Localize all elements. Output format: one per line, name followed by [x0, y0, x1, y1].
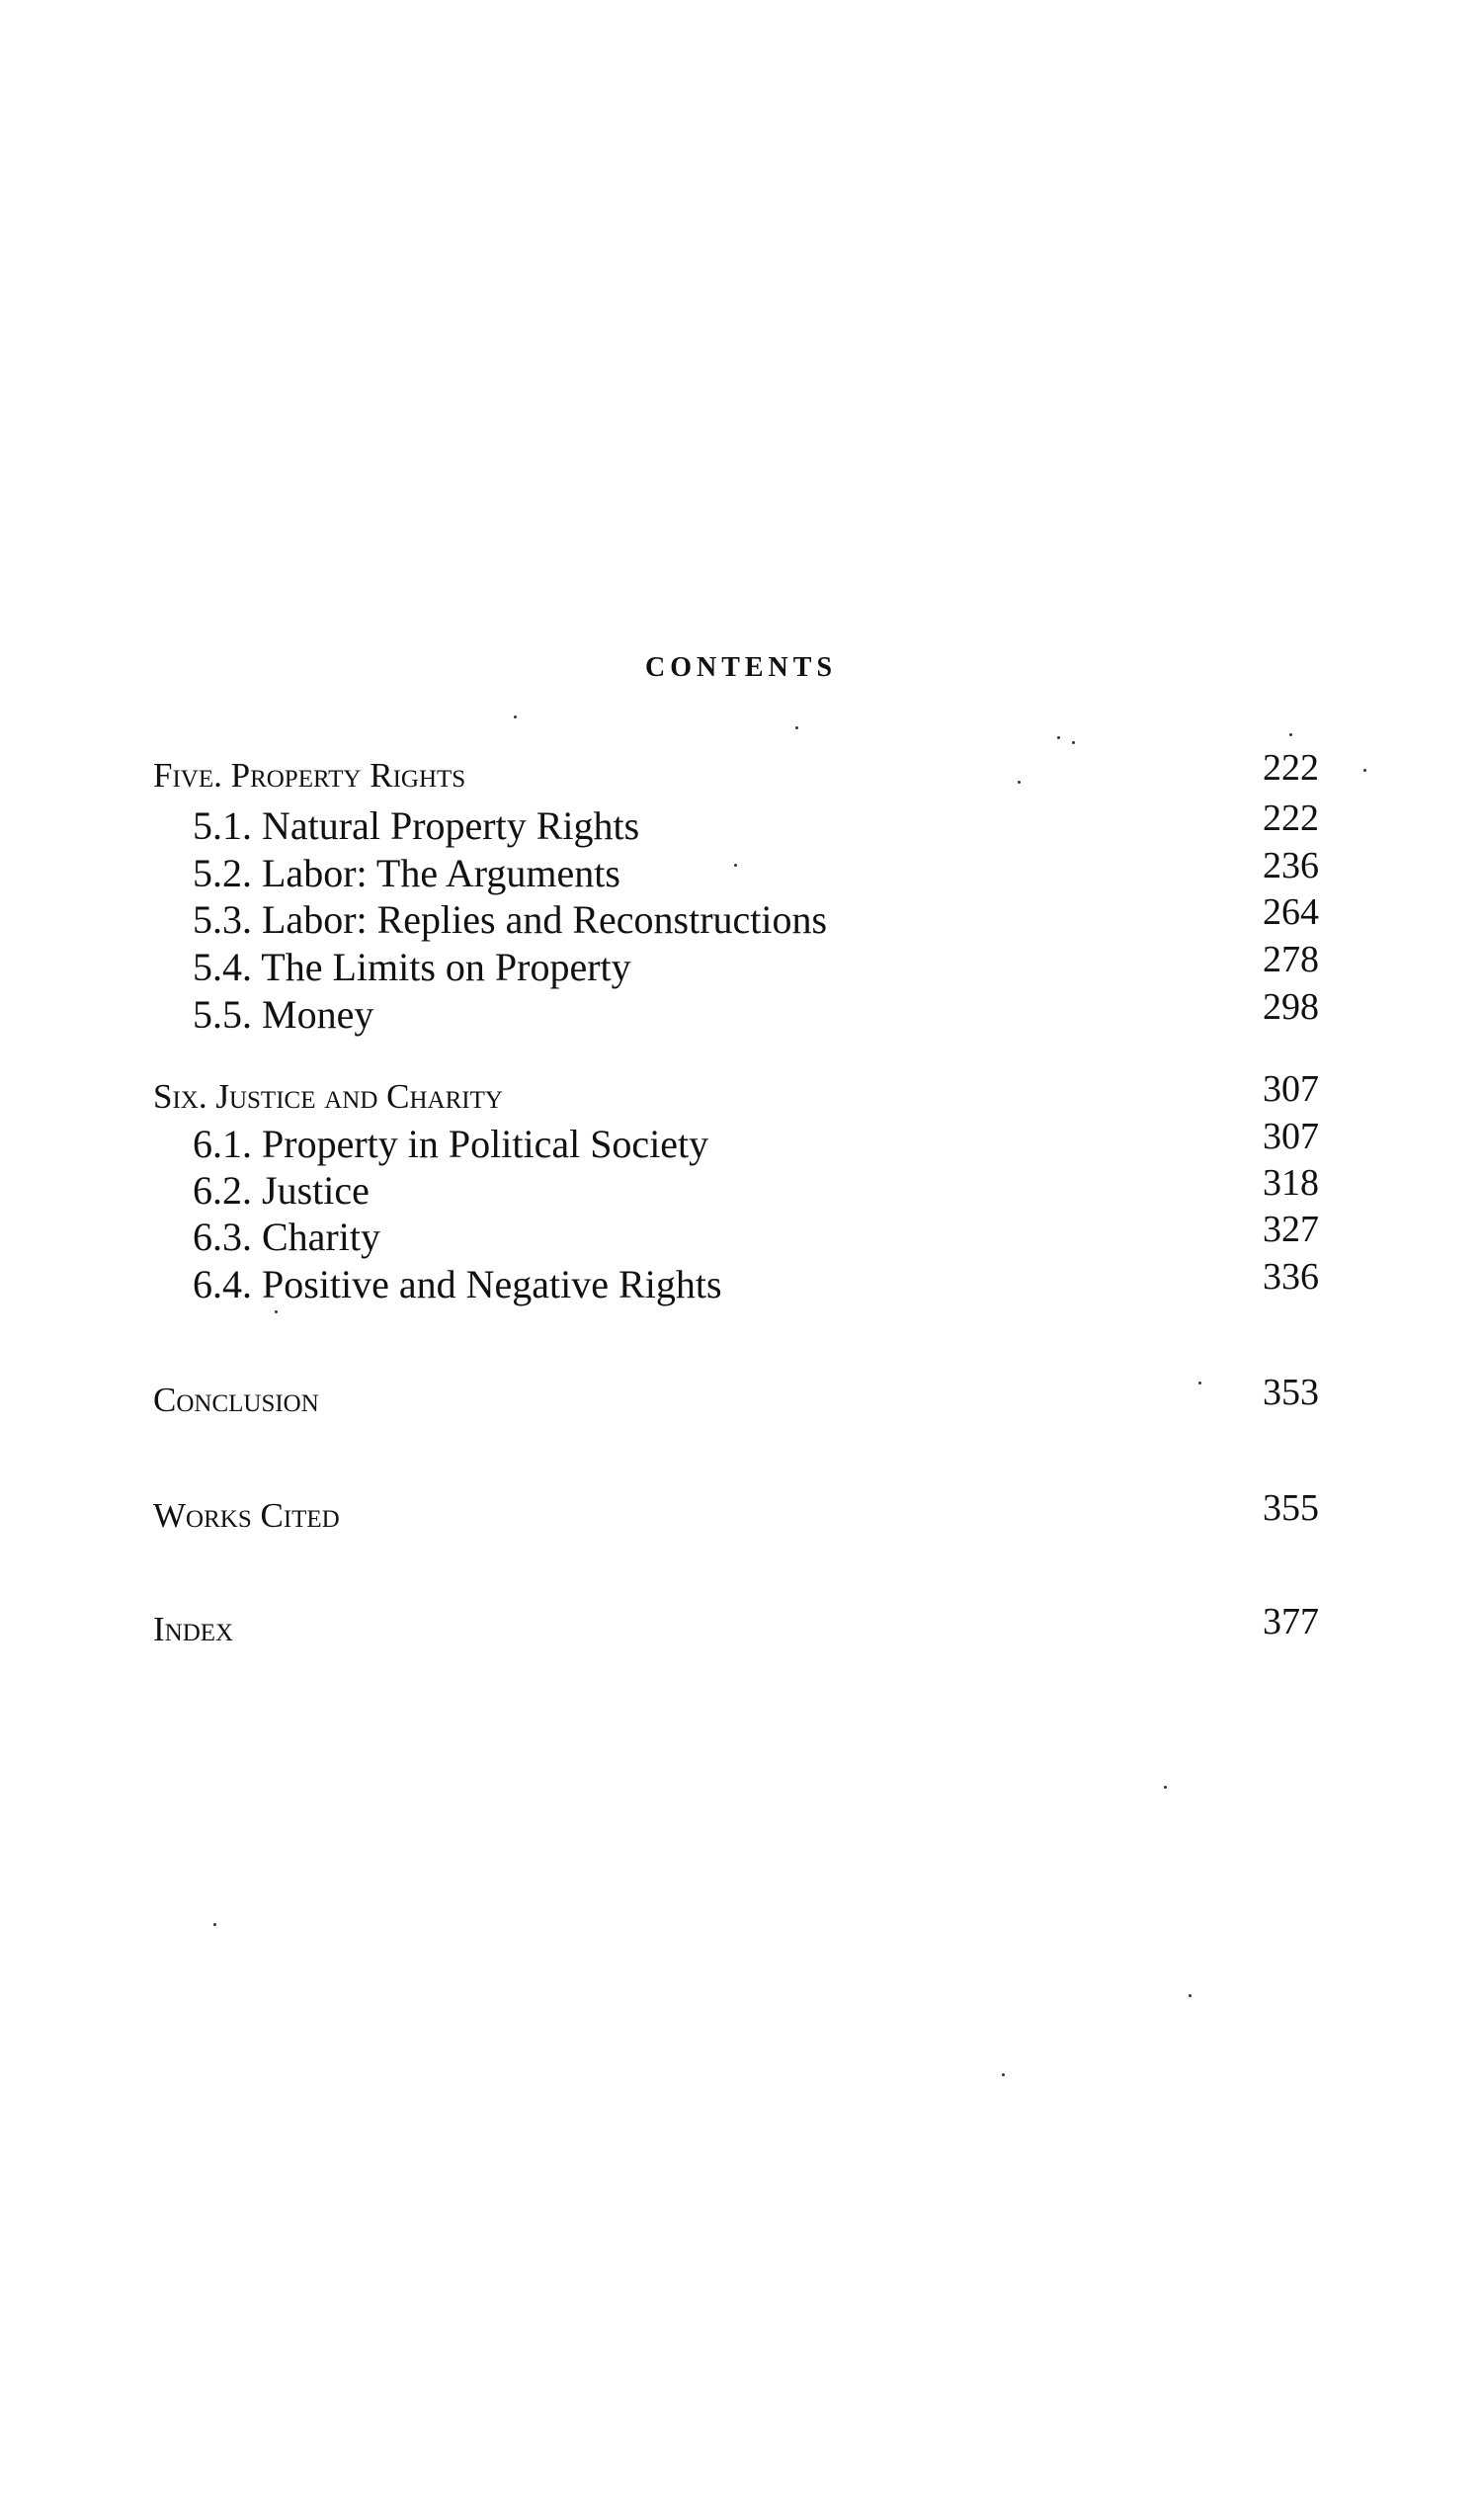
page-number: 307	[1263, 1116, 1319, 1157]
toc-entry[interactable]	[193, 939, 1319, 991]
scan-speck	[734, 864, 737, 867]
scan-speck	[1198, 1382, 1201, 1385]
page-number: 307	[1263, 1068, 1319, 1110]
chapter-title: Works Cited	[153, 1496, 340, 1535]
page-number: 278	[1263, 939, 1319, 980]
entry-title: 5.1. Natural Property Rights	[193, 803, 640, 848]
toc-conclusion[interactable]	[153, 1372, 1319, 1423]
scan-speck	[514, 715, 517, 718]
entry-title: 5.4. The Limits on Property	[193, 945, 631, 989]
entry-title: 5.3. Labor: Replies and Reconstructions	[193, 897, 828, 942]
chapter-title: Five. Property Rights	[153, 756, 466, 795]
page-number: 264	[1263, 891, 1319, 933]
toc-index[interactable]	[153, 1601, 1319, 1652]
scan-speck	[275, 1310, 278, 1313]
chapter-title: Conclusion	[153, 1381, 319, 1419]
chapter-title: Six. Justice and Charity	[153, 1077, 503, 1116]
page-number: 336	[1263, 1256, 1319, 1298]
page-number: 327	[1263, 1209, 1319, 1250]
page-number: 222	[1263, 798, 1319, 839]
toc-entry[interactable]	[193, 798, 1319, 850]
entry-title: 5.2. Labor: The Arguments	[193, 851, 620, 895]
toc-entry[interactable]	[193, 1209, 1319, 1261]
toc-entry[interactable]	[193, 891, 1319, 944]
scan-speck	[1018, 781, 1021, 784]
page-number: 236	[1263, 845, 1319, 886]
toc-entry[interactable]	[193, 986, 1319, 1039]
scan-speck	[1189, 1994, 1192, 1997]
scan-speck	[213, 1923, 216, 1926]
entry-title: 6.2. Justice	[193, 1168, 370, 1213]
entry-title: 5.5. Money	[193, 992, 374, 1037]
page-number: 377	[1263, 1601, 1319, 1642]
scan-speck	[1072, 741, 1075, 744]
toc-entry[interactable]	[193, 1116, 1319, 1168]
toc-entry[interactable]	[193, 1256, 1319, 1308]
toc-entry[interactable]	[193, 845, 1319, 897]
page-number: 355	[1263, 1487, 1319, 1529]
page-number: 318	[1263, 1162, 1319, 1204]
entry-title: 6.4. Positive and Negative Rights	[193, 1262, 722, 1306]
contents-header: CONTENTS	[644, 652, 838, 683]
scan-speck	[1289, 733, 1292, 736]
page-number: 222	[1263, 747, 1319, 789]
entry-title: 6.1. Property in Political Society	[193, 1122, 709, 1166]
scan-speck	[795, 726, 798, 729]
scan-speck	[1363, 769, 1366, 772]
toc-chapter-five[interactable]	[153, 747, 1319, 798]
page-number: 353	[1263, 1372, 1319, 1413]
scan-speck	[1057, 736, 1060, 739]
entry-title: 6.3. Charity	[193, 1215, 380, 1259]
page-number: 298	[1263, 986, 1319, 1028]
chapter-title: Index	[153, 1610, 234, 1648]
scan-speck	[1164, 1786, 1167, 1789]
scan-speck	[1002, 2073, 1005, 2076]
toc-works-cited[interactable]	[153, 1487, 1319, 1539]
toc-chapter-six[interactable]	[153, 1068, 1319, 1120]
toc-entry[interactable]	[193, 1162, 1319, 1215]
